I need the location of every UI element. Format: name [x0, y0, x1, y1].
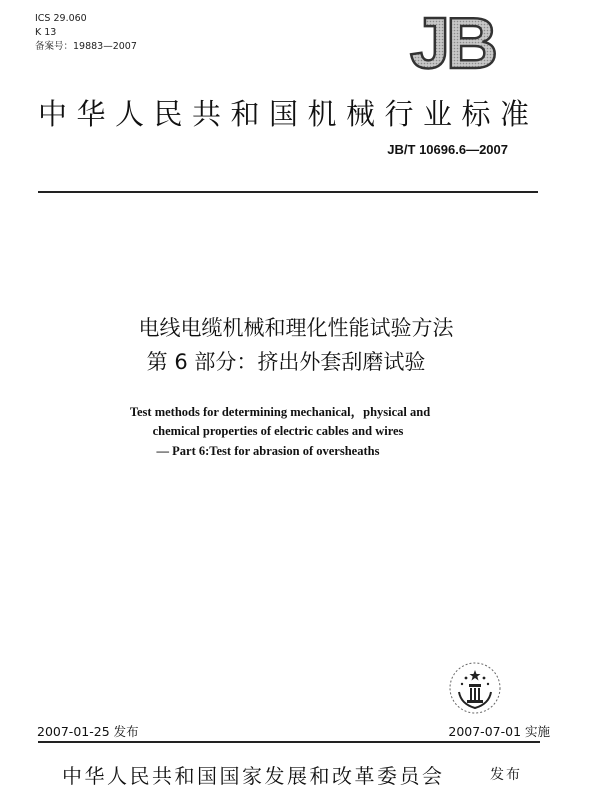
- english-title-line-3: — Part 6:Test for abrasion of oversheaths: [156, 444, 380, 458]
- classification-block: [35, 12, 137, 54]
- standard-category-title: 中华人民共和国机械行业标准: [38, 97, 539, 131]
- chinese-title-line-2: 第 6 部分：挤出外套刮磨试验: [146, 350, 426, 374]
- english-title-line-2: chemical properties of electric cables and wires: [152, 424, 404, 438]
- class-code: K 13: [35, 27, 57, 38]
- ics-code: ICS 29.060: [35, 13, 87, 24]
- filing-number: 备案号：19883—2007: [35, 41, 137, 52]
- footer-divider: [38, 741, 540, 743]
- jb-logo-text: JB: [409, 8, 495, 78]
- jb-logo: [396, 8, 508, 78]
- publisher-emblem-icon: [447, 660, 503, 716]
- publisher-name: 中华人民共和国国家发展和改革委员会: [62, 764, 445, 788]
- standard-number: JB/T 10696.6—2007: [387, 142, 508, 157]
- issue-date: 2007-01-25 发布: [37, 724, 139, 739]
- publisher-suffix: 发布: [490, 767, 522, 783]
- chinese-title-line-1: 电线电缆机械和理化性能试验方法: [138, 316, 454, 340]
- english-title-line-1: Test methods for determining mechanical，physical and: [129, 405, 431, 419]
- header-divider: [38, 191, 538, 193]
- implementation-date: 2007-07-01 实施: [448, 724, 550, 739]
